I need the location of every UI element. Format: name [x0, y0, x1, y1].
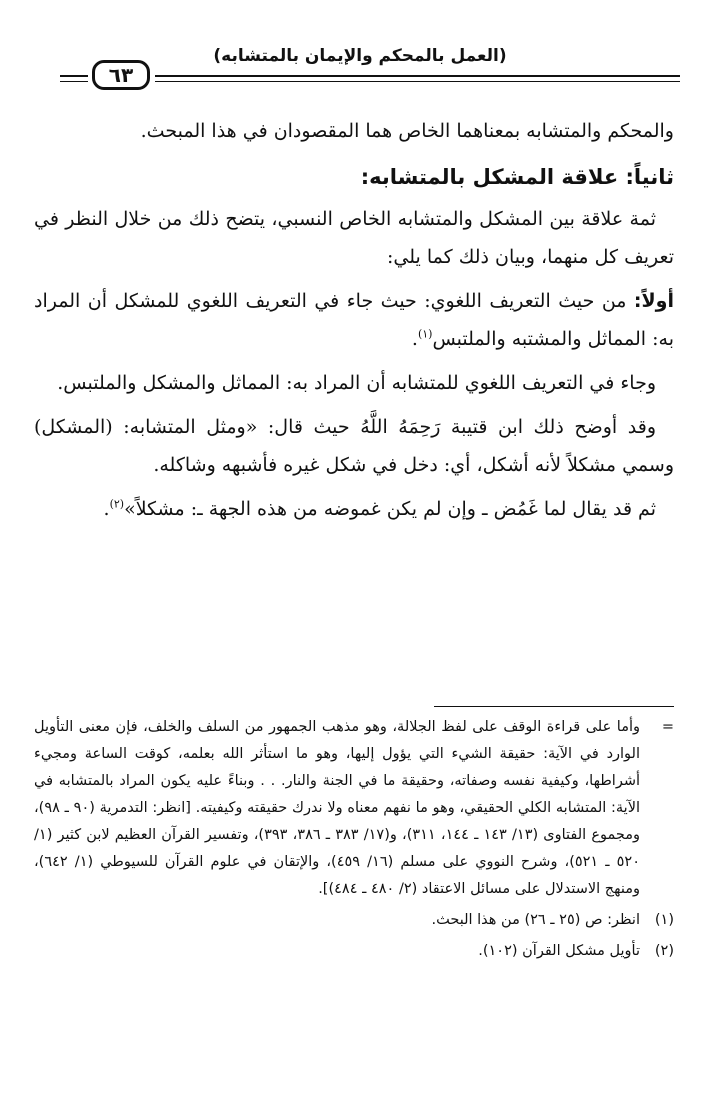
- section-heading: ثانياً: علاقة المشكل بالمتشابه:: [360, 165, 674, 189]
- footnote-2-mark: (٢): [654, 943, 674, 959]
- header-rule-thin: [155, 81, 680, 82]
- header-rule-left-thin: [60, 81, 88, 82]
- footnote-continuation: [34, 714, 674, 903]
- page-header: [60, 40, 680, 100]
- footnote-ref-1[interactable]: (١): [417, 327, 433, 341]
- paragraph-3-end: .: [411, 328, 418, 350]
- paragraph-3-lead: أولاً:: [633, 290, 674, 312]
- paragraph-3-text: من حيث التعريف اللغوي: حيث جاء في التعريف اللغوي للمشكل أن المراد به: المماثل والمشتبه والملتبس: [34, 290, 674, 350]
- footnote-continuation-mark: =: [661, 719, 674, 735]
- paragraph-5: وقد أوضح ذلك ابن قتيبة رَحِمَهُ اللَّهُ حيث قال: «ومثل المتشابه: (المشكل) وسمي مشكلاً لأنه أشكل، أي: دخل في شكل غيره فأشبهه وشاكله.: [34, 416, 674, 476]
- main-text: [34, 112, 674, 534]
- paragraph-1: والمحكم والمتشابه بمعناهما الخاص هما المقصودان في هذا المبحث.: [140, 120, 674, 142]
- page-number: ٦٣: [92, 60, 150, 90]
- footnote-ref-2[interactable]: (٢): [109, 497, 125, 511]
- footnote-2: [34, 938, 674, 965]
- footnote-1: [34, 907, 674, 934]
- paragraph-6-end: .: [103, 498, 110, 520]
- paragraph-2: ثمة علاقة بين المشكل والمتشابه الخاص النسبي، يتضح ذلك من خلال النظر في تعريف كل منهما، وبيان ذلك كما يلي:: [34, 208, 674, 268]
- header-rule: [155, 75, 680, 77]
- footnotes: [34, 714, 674, 965]
- footnote-separator: [434, 706, 674, 707]
- paragraph-6-text: ثم قد يقال لما غَمُض ـ وإن لم يكن غموضه من هذه الجهة ـ: مشكلاً»: [124, 498, 656, 520]
- header-rule-left: [60, 75, 88, 77]
- footnote-1-text: انظر: ص (٢٥ ـ ٢٦) من هذا البحث.: [431, 912, 640, 928]
- paragraph-4: وجاء في التعريف اللغوي للمتشابه أن المراد به: المماثل والمشكل والملتبس.: [57, 372, 656, 394]
- running-title: (العمل بالمحكم والإيمان بالمتشابه): [213, 46, 507, 66]
- footnote-1-mark: (١): [654, 912, 674, 928]
- footnote-continuation-text: وأما على قراءة الوقف على لفظ الجلالة، وهو مذهب الجمهور من السلف والخلف، فإن معنى التأويل الوارد في الآية: حقيقة الشيء التي يؤول إليها، وهو ما استأثر الله بعلمه، كوقت الساعة ومجيء أشراطها، وكيفية نفسه وصفاته، وحقيقة ما في الجنة والنار. . . وبناءً عليه يكون المراد بالمتشابه في الآية: المتشابه الكلي الحقيقي، وهو ما نفهم معناه ولا ندرك حقيقته وكيفيته. [انظر: التدمرية (٩٠ ـ ٩٨)، ومجموع الفتاوى (١٣/ ١٤٣ ـ ١٤٤، ٣١١)، و(١٧/ ٣٨٣ ـ ٣٨٦، ٣٩٣)، وتفسير القرآن العظيم لابن كثير (١/ ٥٢٠ ـ ٥٢١)، وشرح النووي على مسلم (١٦/ ٤٥٩)، والإتقان في علوم القرآن للسيوطي (١/ ٦٤٢)، ومنهج الاستدلال على مسائل الاعتقاد (٢/ ٤٨٠ ـ ٤٨٤)].: [34, 719, 641, 897]
- paragraph-3: [34, 282, 674, 358]
- paragraph-6: [34, 490, 674, 528]
- footnote-2-text: تأويل مشكل القرآن (١٠٢).: [478, 943, 640, 959]
